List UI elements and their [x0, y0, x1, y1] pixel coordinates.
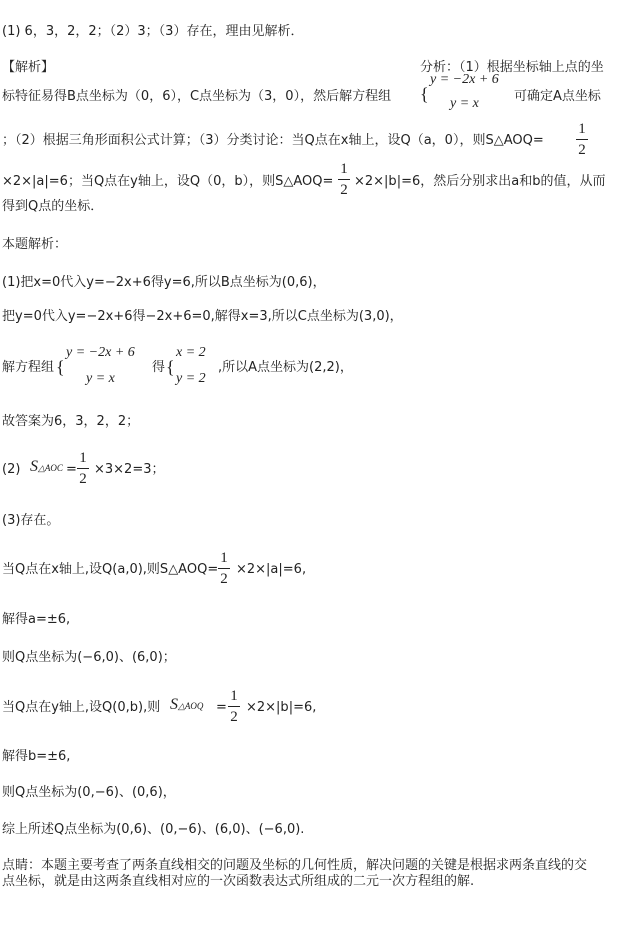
fraction-half: 1 2 — [576, 121, 588, 158]
x-axis-solve: 解得a=±6, — [2, 612, 71, 627]
x-axis-case: 当Q点在x轴上,设Q(a,0),则S△AOQ= — [2, 562, 219, 577]
brace-icon: { — [166, 357, 175, 377]
area-symbol: S△AOC — [30, 458, 63, 475]
y-axis-solve: 解得b=±6, — [2, 749, 71, 764]
equals-sign: = — [66, 462, 77, 477]
equation-1: y = −2x + 6 — [430, 72, 499, 87]
solution-part-2-label: (2) — [2, 462, 21, 477]
solution-step-3-mid: 得 — [152, 360, 166, 375]
analysis-equation-system — [420, 72, 515, 114]
comment-line-2: 点坐标，就是由这两条直线相对应的一次函数表达式所组成的二元一次方程组的解. — [2, 874, 475, 889]
solution-step-3-label: 解方程组 — [2, 360, 55, 375]
brace-icon: { — [56, 357, 65, 377]
analysis-line-1: 分析：（1）根据坐标轴上点的坐 — [420, 60, 604, 75]
analysis-line-5: 得到Q点的坐标． — [2, 199, 104, 214]
solution-result-system — [166, 345, 216, 389]
result-x: x = 2 — [176, 345, 206, 360]
solution-step-4: 故答案为6，3，2，2； — [2, 414, 140, 429]
area-symbol: S△AOQ — [170, 696, 204, 713]
conclusion: 综上所述Q点坐标为(0,6)、(0,−6)、(6,0)、(−6,0). — [2, 822, 305, 837]
equation-1: y = −2x + 6 — [66, 345, 135, 360]
analysis-line-4-right: ×2×|b|=6，然后分别求出a和b的值，从而 — [354, 174, 606, 189]
fraction-half: 1 2 — [218, 550, 230, 587]
equals-sign: = — [216, 700, 227, 715]
equation-2: y = x — [86, 371, 115, 386]
fraction-half: 1 2 — [338, 161, 350, 198]
y-axis-case: 当Q点在y轴上,设Q(0,b),则 — [2, 700, 161, 715]
solution-step-3-right: ,所以A点坐标为(2,2)， — [218, 360, 353, 375]
solution-equation-system — [56, 345, 146, 389]
solution-step-2: 把y=0代入y=−2x+6得−2x+6=0,解得x=3,所以C点坐标为(3,0)， — [2, 309, 403, 324]
analysis-line-2: 标特征易得B点坐标为（0，6），C点坐标为（3，0），然后解方程组 — [2, 89, 392, 104]
equation-2: y = x — [450, 96, 479, 111]
analysis-line-2-right: 可确定A点坐标 — [514, 89, 601, 104]
solution-part-3-label: (3)存在。 — [2, 513, 60, 528]
answer-line: (1) 6，3，2，2；（2）3；（3）存在，理由见解析． — [2, 24, 304, 39]
solution-part-2-right: ×3×2=3； — [94, 462, 165, 477]
y-axis-case-right: ×2×|b|=6, — [246, 700, 317, 715]
section-label: 【解析】 — [2, 60, 55, 75]
brace-icon: { — [420, 84, 429, 104]
x-axis-points: 则Q点坐标为(−6,0)、(6,0)； — [2, 650, 176, 665]
analysis-line-4: ×2×|a|=6；当Q点在y轴上，设Q（0，b），则S△AOQ= — [2, 174, 334, 189]
fraction-half: 1 2 — [228, 688, 240, 725]
x-axis-case-right: ×2×|a|=6, — [236, 562, 307, 577]
y-axis-points: 则Q点坐标为(0,−6)、(0,6)， — [2, 785, 176, 800]
result-y: y = 2 — [176, 371, 206, 386]
solution-step-1: (1)把x=0代入y=−2x+6得y=6,所以B点坐标为(0,6)， — [2, 275, 326, 290]
comment-line-1: 点睛：本题主要考查了两条直线相交的问题及坐标的几何性质，解决问题的关键是根据求两条直线的交 — [2, 858, 588, 873]
fraction-half: 1 2 — [77, 450, 89, 487]
analysis-line-3: ；（2）根据三角形面积公式计算；（3）分类讨论：当Q点在x轴上，设Q（a，0），则S△AOQ= — [2, 133, 544, 148]
solution-heading: 本题解析： — [2, 237, 68, 252]
